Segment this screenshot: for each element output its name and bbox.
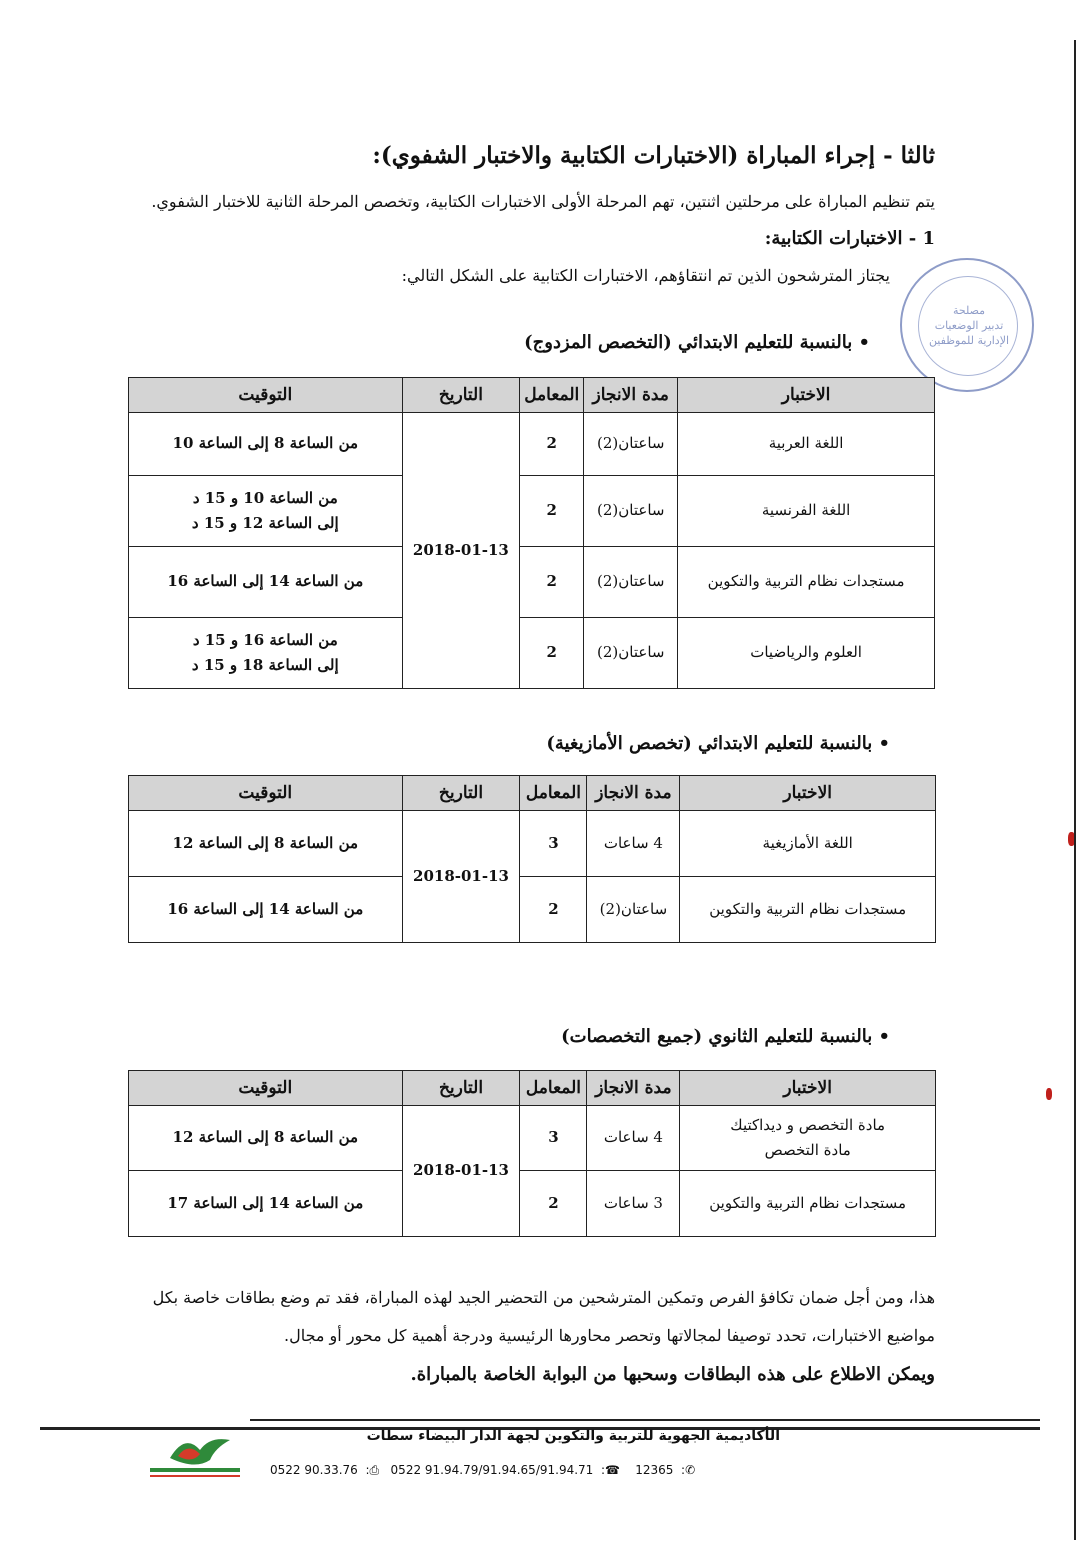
header-exam: الاختبار bbox=[680, 1071, 936, 1106]
exam-line-1: مادة التخصص و ديداكتيك bbox=[730, 1115, 886, 1134]
academy-logo bbox=[140, 1428, 250, 1483]
time-line-2: إلى الساعة 18 و 15 د bbox=[191, 656, 339, 674]
footer-rule-top bbox=[250, 1419, 1040, 1421]
table1-caption-text: بالنسبة للتعليم الابتدائي (التخصص المزدوج) bbox=[524, 332, 853, 353]
table-row bbox=[129, 413, 935, 476]
exam-cell: مستجدات نظام التربية والتكوين bbox=[680, 1171, 936, 1237]
header-date: التاريخ bbox=[402, 378, 520, 413]
written-exams-intro: يجتاز المترشحون الذين تم انتقاؤهم، الاختبارات الكتابية على الشكل التالي: bbox=[401, 266, 890, 285]
table-row bbox=[129, 1106, 936, 1171]
table-row bbox=[129, 618, 935, 689]
table1-caption: • بالنسبة للتعليم الابتدائي (التخصص المزدوج) bbox=[524, 332, 870, 353]
phone-icon: :☎ bbox=[597, 1463, 632, 1477]
table-row bbox=[129, 811, 936, 877]
coef-cell: 2 bbox=[520, 877, 587, 943]
header-duration: مدة الانجاز bbox=[584, 378, 678, 413]
coef-cell: 2 bbox=[520, 413, 584, 476]
duration-cell: ساعتان(2) bbox=[584, 413, 678, 476]
written-exams-heading: 1 - الاختبارات الكتابية: bbox=[764, 228, 935, 249]
stamp-text bbox=[922, 304, 1016, 349]
table-primary-dual bbox=[128, 377, 935, 689]
coef-cell: 3 bbox=[520, 811, 587, 877]
exam-cell: اللغة الأمازيغية bbox=[680, 811, 936, 877]
table-secondary bbox=[128, 1070, 936, 1237]
time-cell: من الساعة 14 إلى الساعة 17 bbox=[129, 1171, 403, 1237]
exam-cell: اللغة العربية bbox=[678, 413, 935, 476]
coef-cell: 2 bbox=[520, 476, 584, 547]
official-stamp bbox=[900, 258, 1034, 392]
header-coef: المعامل bbox=[520, 776, 587, 811]
header-date: التاريخ bbox=[402, 776, 520, 811]
time-cell: من الساعة 8 إلى الساعة 10 bbox=[129, 413, 403, 476]
fax-number: 0522 90.33.76 bbox=[270, 1463, 358, 1477]
closing-line-2: مواضيع الاختبارات، تحدد توصيفا لمجالاتها وتحصر محاورها الرئيسية ودرجة أهمية كل محور أو مجال. bbox=[283, 1326, 935, 1345]
time-line-1: من الساعة 10 و 15 د bbox=[192, 488, 338, 507]
header-exam: الاختبار bbox=[678, 378, 935, 413]
red-ink-mark bbox=[1046, 1088, 1052, 1100]
time-cell bbox=[129, 476, 403, 547]
coef-cell: 2 bbox=[520, 1171, 587, 1237]
table-row bbox=[129, 547, 935, 618]
closing-line-1: هذا، ومن أجل ضمان تكافؤ الفرص وتمكين المترشحين من التحضير الجيد لهذه المباراة، فقد تم وضع بطاقات خاصة بكل bbox=[152, 1288, 935, 1307]
duration-cell: ساعتان(2) bbox=[584, 618, 678, 689]
duration-cell: 4 ساعات bbox=[587, 811, 680, 877]
header-time: التوقيت bbox=[129, 776, 403, 811]
duration-cell: ساعتان(2) bbox=[584, 476, 678, 547]
header-coef: المعامل bbox=[520, 1071, 587, 1106]
stamp-line-2: تدبير الوضعيات bbox=[934, 318, 1004, 332]
exam-cell: العلوم والرياضيات bbox=[678, 618, 935, 689]
header-duration: مدة الانجاز bbox=[587, 776, 680, 811]
time-cell: من الساعة 14 إلى الساعة 16 bbox=[129, 877, 403, 943]
time-cell bbox=[129, 618, 403, 689]
date-cell: 2018-01-13 bbox=[402, 413, 520, 689]
duration-cell: 3 ساعات bbox=[587, 1171, 680, 1237]
footer-contacts bbox=[270, 1463, 760, 1478]
coef-cell: 2 bbox=[520, 547, 584, 618]
date-cell: 2018-01-13 bbox=[402, 811, 520, 943]
exam-cell: اللغة الفرنسية bbox=[678, 476, 935, 547]
closing-line-3: ويمكن الاطلاع على هذه البطاقات وسحبها من البوابة الخاصة بالمباراة. bbox=[410, 1364, 935, 1385]
section-title: ثالثا - إجراء المباراة (الاختبارات الكتابية والاختبار الشفوي): bbox=[372, 142, 935, 169]
table2-caption: • بالنسبة للتعليم الابتدائي (تخصص الأمازيغية) bbox=[546, 733, 890, 754]
green-line-number: 12365 bbox=[635, 1463, 674, 1477]
fax-icon: :⎙ bbox=[361, 1463, 387, 1477]
exam-cell bbox=[680, 1106, 936, 1171]
exam-line-2: مادة التخصص bbox=[764, 1141, 851, 1159]
header-date: التاريخ bbox=[402, 1071, 520, 1106]
page-edge-line bbox=[1074, 40, 1076, 1540]
intro-paragraph: يتم تنظيم المباراة على مرحلتين اثنتين، تهم المرحلة الأولى الاختبارات الكتابية، وتخصص المرحلة الثانية للاختبار الشفوي. bbox=[151, 192, 935, 211]
table-row bbox=[129, 877, 936, 943]
coef-cell: 2 bbox=[520, 618, 584, 689]
table-row bbox=[129, 1171, 936, 1237]
table2-caption-text: بالنسبة للتعليم الابتدائي (تخصص الأمازيغية) bbox=[546, 733, 873, 754]
table3-header-row bbox=[129, 1071, 936, 1106]
duration-cell: ساعتان(2) bbox=[587, 877, 680, 943]
header-duration: مدة الانجاز bbox=[587, 1071, 680, 1106]
time-line-2: إلى الساعة 12 و 15 د bbox=[191, 514, 339, 532]
stamp-line-3: الإدارية للموظفين bbox=[928, 333, 1010, 347]
footer-institution: الأكاديمية الجهوية للتربية والتكوين لجهة الدار البيضاء سطات bbox=[366, 1428, 780, 1444]
time-cell: من الساعة 8 إلى الساعة 12 bbox=[129, 1106, 403, 1171]
coef-cell: 3 bbox=[520, 1106, 587, 1171]
exam-cell: مستجدات نظام التربية والتكوين bbox=[680, 877, 936, 943]
table3-caption: • بالنسبة للتعليم الثانوي (جميع التخصصات) bbox=[561, 1026, 890, 1047]
header-time: التوقيت bbox=[129, 1071, 403, 1106]
duration-cell: ساعتان(2) bbox=[584, 547, 678, 618]
table-primary-amazigh bbox=[128, 775, 936, 943]
duration-cell: 4 ساعات bbox=[587, 1106, 680, 1171]
time-cell: من الساعة 14 إلى الساعة 16 bbox=[129, 547, 403, 618]
phone-numbers: 0522 91.94.79/91.94.65/91.94.71 bbox=[390, 1463, 594, 1477]
date-cell: 2018-01-13 bbox=[402, 1106, 520, 1237]
header-exam: الاختبار bbox=[680, 776, 936, 811]
stamp-line-1: مصلحة bbox=[952, 304, 986, 317]
time-line-1: من الساعة 16 و 15 د bbox=[192, 630, 338, 649]
header-coef: المعامل bbox=[520, 378, 584, 413]
hotline-icon: :✆ bbox=[677, 1463, 696, 1477]
table-row bbox=[129, 476, 935, 547]
table1-header-row bbox=[129, 378, 935, 413]
table2-header-row bbox=[129, 776, 936, 811]
exam-cell: مستجدات نظام التربية والتكوين bbox=[678, 547, 935, 618]
time-cell: من الساعة 8 إلى الساعة 12 bbox=[129, 811, 403, 877]
header-time: التوقيت bbox=[129, 378, 403, 413]
table3-caption-text: بالنسبة للتعليم الثانوي (جميع التخصصات) bbox=[561, 1026, 873, 1047]
